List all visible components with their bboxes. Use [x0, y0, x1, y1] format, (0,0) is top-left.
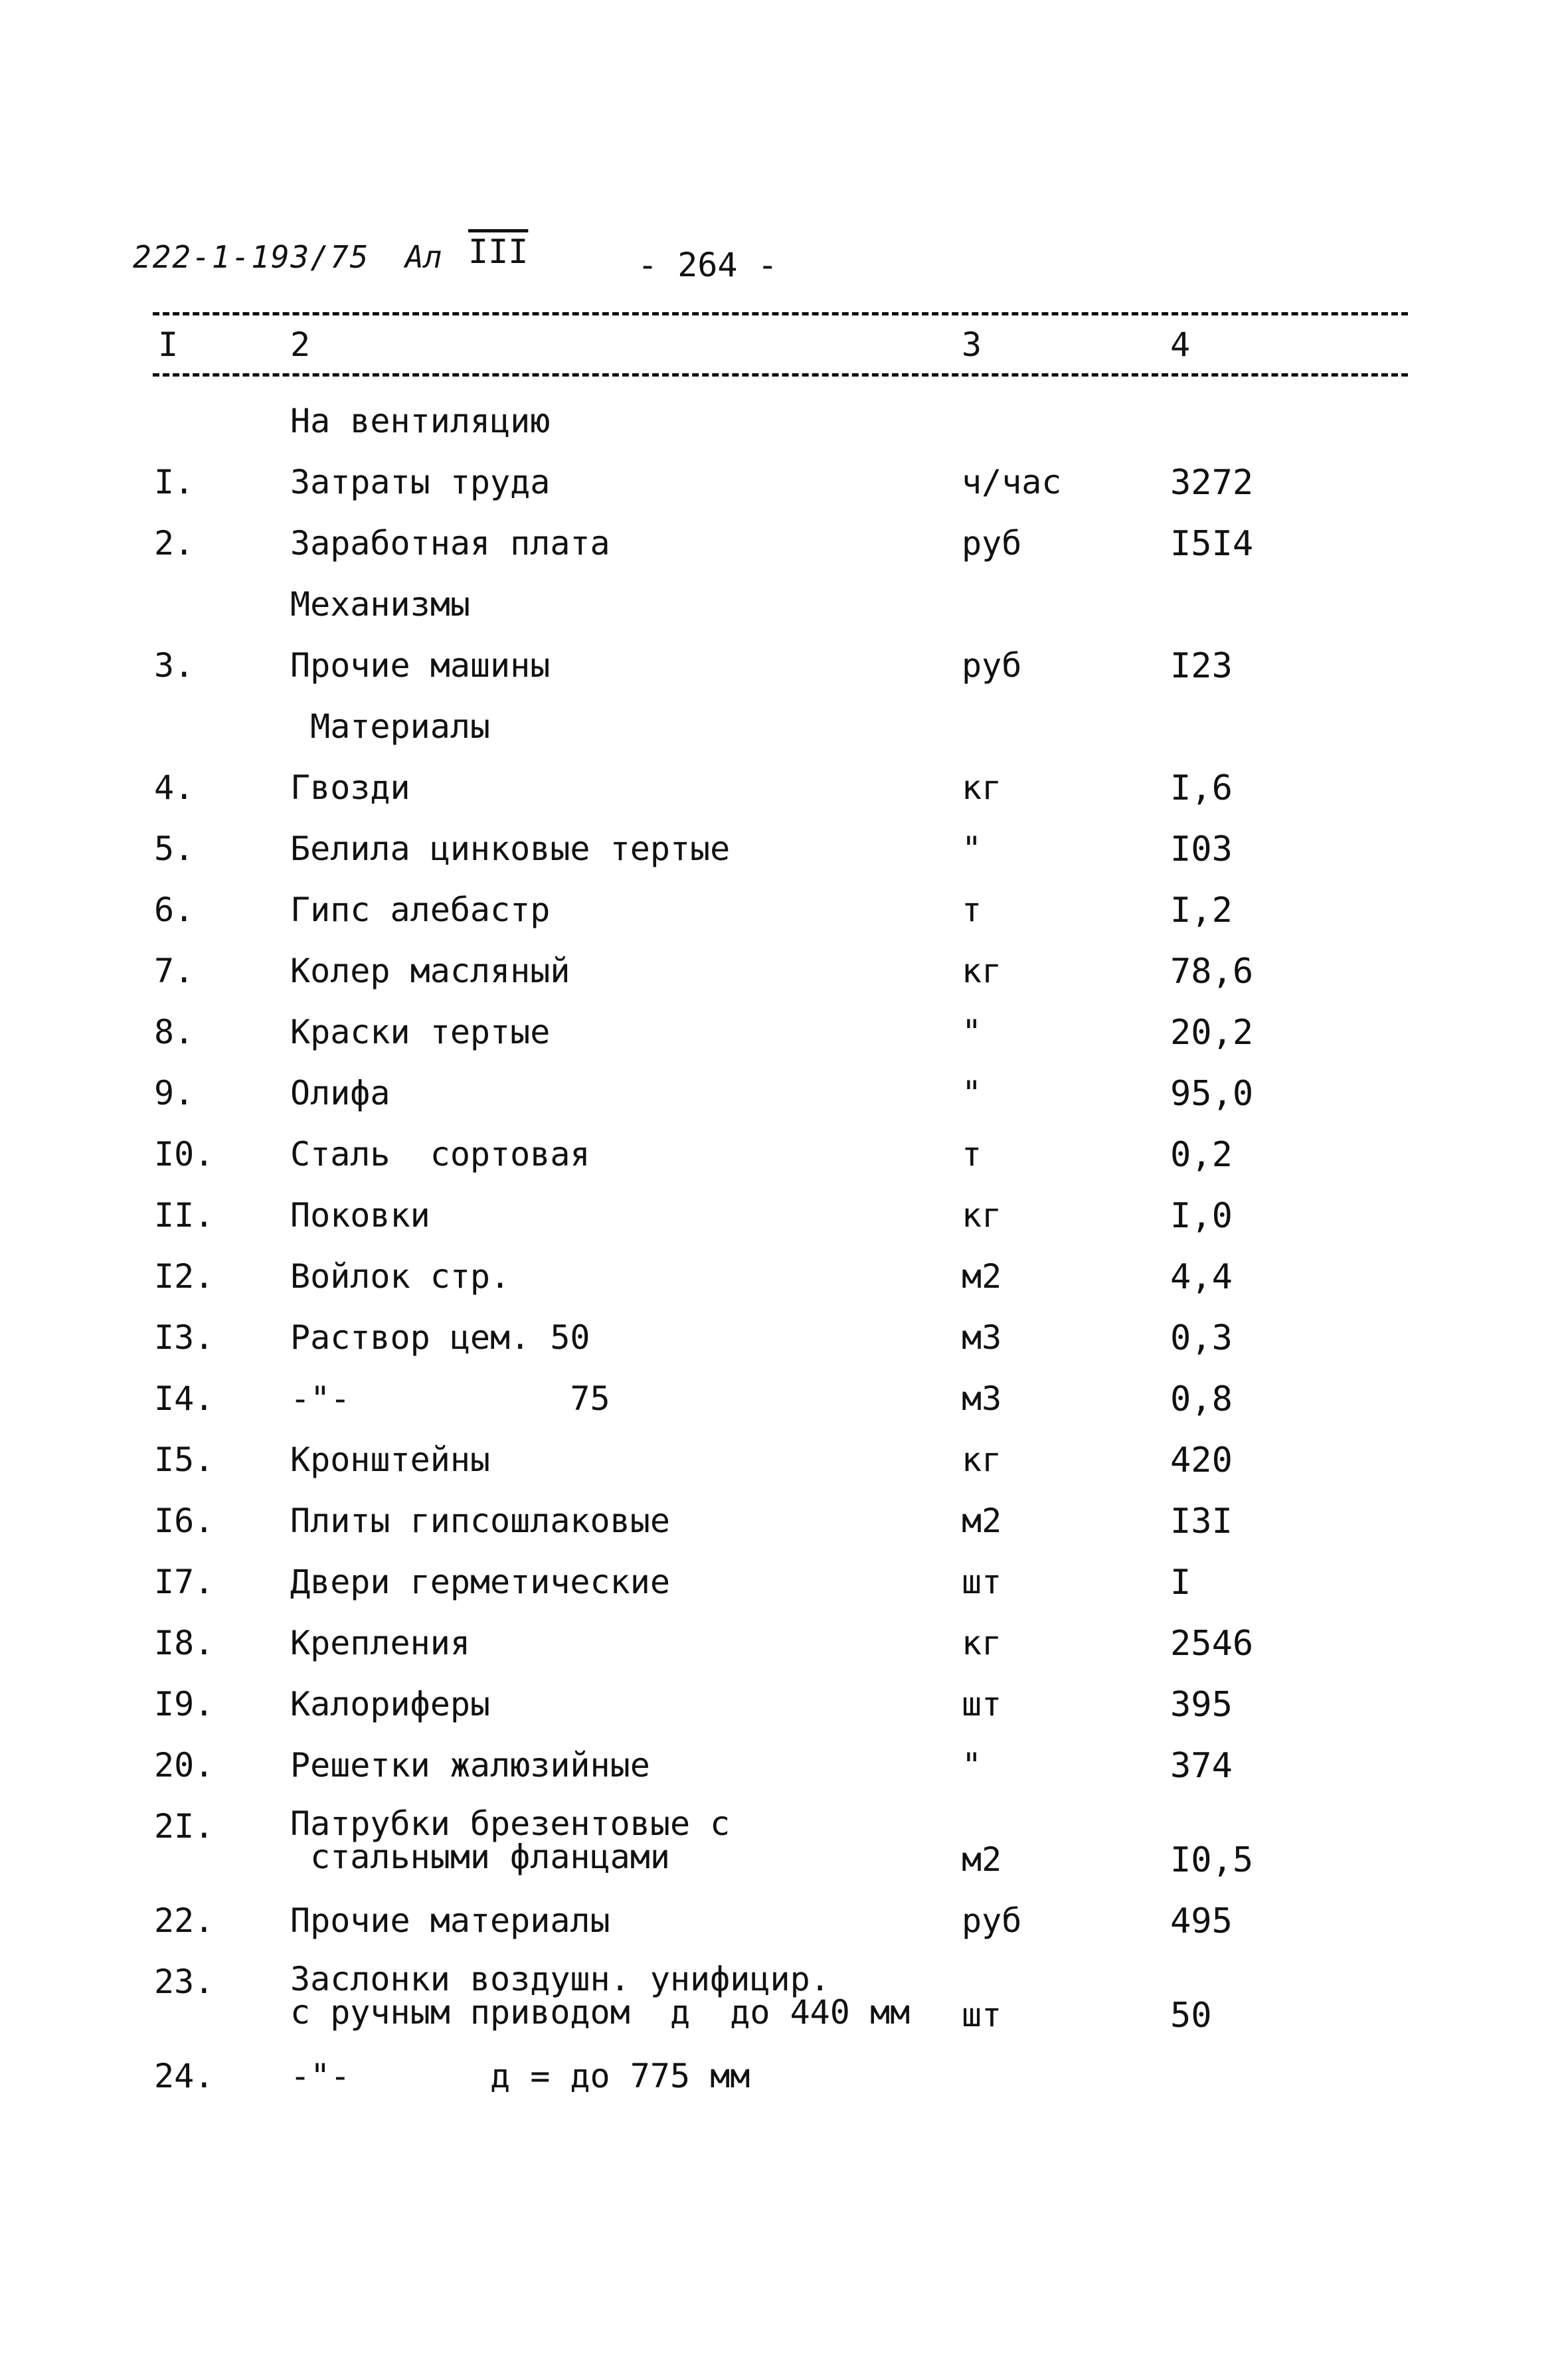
row-name: Раствор цем. 50: [290, 1318, 590, 1357]
row-name: Прочие материалы: [290, 1901, 610, 1940]
row-value: 78,6: [1170, 952, 1254, 992]
row-number: 6.: [154, 891, 195, 929]
row-value: 395: [1170, 1685, 1233, 1725]
row-name: Заработная плата: [290, 524, 610, 563]
section-heading: [0, 585, 1568, 648]
table-row: [0, 1746, 1568, 1808]
table-row: [0, 1624, 1568, 1686]
row-number: I9.: [154, 1685, 215, 1723]
row-value: 495: [1170, 1901, 1233, 1941]
row-unit: ": [962, 1013, 982, 1051]
table-row: [0, 1196, 1568, 1259]
section-heading: [0, 707, 1568, 770]
row-number: 20.: [154, 1746, 215, 1785]
table-row: [0, 1074, 1568, 1136]
row-name: Патрубки брезентовые с стальными фланцами: [290, 1804, 731, 1876]
row-unit: шт: [962, 1685, 1002, 1723]
header-divider-bottom: [153, 373, 1408, 377]
table-row: [0, 1563, 1568, 1625]
row-name: Гипс алебастр: [290, 891, 551, 929]
row-number: 9.: [154, 1074, 195, 1112]
row-number: I.: [154, 463, 195, 501]
column-header-name: 2: [290, 325, 311, 364]
table-row: [0, 1013, 1568, 1075]
table-row: [0, 891, 1568, 953]
row-value: I0,5: [1170, 1840, 1254, 1880]
album-label: Ал: [405, 239, 442, 275]
row-value: 2546: [1170, 1624, 1254, 1664]
row-unit: ": [962, 1746, 982, 1785]
row-number: 3.: [154, 646, 195, 685]
row-value: I: [1170, 1563, 1191, 1603]
section-title: На вентиляцию: [290, 402, 551, 440]
row-value: I,2: [1170, 891, 1233, 930]
row-value: 374: [1170, 1746, 1233, 1786]
row-number: II.: [154, 1196, 215, 1235]
row-value: 50: [1170, 1996, 1212, 2036]
row-unit: шт: [962, 1563, 1002, 1601]
row-number: I6.: [154, 1502, 215, 1540]
document-code: 222-1-193/75: [133, 239, 370, 275]
table-row: [0, 829, 1568, 892]
row-name: Плиты гипсошлаковые: [290, 1502, 670, 1540]
row-value: I,0: [1170, 1196, 1233, 1236]
table-row: [0, 1257, 1568, 1320]
row-value: I3I: [1170, 1502, 1233, 1541]
row-number: I2.: [154, 1257, 215, 1296]
table-row: [0, 1804, 1568, 1880]
table-row: [0, 1379, 1568, 1442]
row-unit: кг: [962, 768, 1002, 807]
row-value: 0,8: [1170, 1379, 1233, 1419]
row-value: 0,2: [1170, 1135, 1233, 1175]
row-value: 420: [1170, 1440, 1233, 1480]
row-value: 0,3: [1170, 1318, 1233, 1358]
row-value: I03: [1170, 829, 1233, 869]
row-unit: кг: [962, 1440, 1002, 1479]
row-value: I5I4: [1170, 524, 1254, 564]
row-number: 2I.: [154, 1807, 215, 1846]
row-unit: кг: [962, 1196, 1002, 1235]
table-row: [0, 463, 1568, 525]
table-row: [0, 1318, 1568, 1381]
column-header-value: 4: [1170, 325, 1191, 364]
table-row: [0, 952, 1568, 1014]
row-name: Колер масляный: [290, 952, 570, 990]
table-row: [0, 1685, 1568, 1747]
row-name: Заслонки воздушн. унифицир. с ручным приводом д до 440 мм: [290, 1960, 911, 2032]
table-row: [0, 1135, 1568, 1197]
row-unit: м2: [962, 1257, 1002, 1296]
section-title: Механизмы: [290, 585, 470, 624]
row-unit: ": [962, 829, 982, 868]
header-divider-top: [153, 312, 1408, 315]
table-row: [0, 768, 1568, 831]
row-name: Гвозди: [290, 768, 410, 807]
row-value: 95,0: [1170, 1074, 1254, 1114]
column-header-number: I: [158, 325, 179, 364]
row-name: Белила цинковые тертые: [290, 829, 731, 868]
row-unit: м2: [962, 1502, 1002, 1540]
table-row: [0, 1960, 1568, 2036]
row-unit: т: [962, 1135, 982, 1174]
row-number: I3.: [154, 1318, 215, 1357]
row-number: I0.: [154, 1135, 215, 1174]
table-row: [0, 1440, 1568, 1503]
column-header-unit: 3: [962, 325, 982, 364]
sheet-number: $\overline{III}$: [468, 232, 529, 271]
row-number: 4.: [154, 768, 195, 807]
row-name: Затраты труда: [290, 463, 551, 501]
row-name: Калориферы: [290, 1685, 491, 1723]
row-name: -"- д = до 775 мм: [290, 2057, 750, 2095]
row-value: I,6: [1170, 768, 1233, 808]
row-value: 4,4: [1170, 1257, 1233, 1297]
row-unit: ч/час: [962, 463, 1062, 501]
row-number: 7.: [154, 952, 195, 990]
row-number: I5.: [154, 1440, 215, 1479]
section-heading: [0, 402, 1568, 464]
row-unit: м3: [962, 1379, 1002, 1418]
row-name: Прочие машины: [290, 646, 551, 685]
row-number: 23.: [154, 1962, 215, 2001]
row-number: 22.: [154, 1901, 215, 1940]
row-unit: руб: [962, 524, 1022, 563]
row-number: 5.: [154, 829, 195, 868]
section-title: Материалы: [290, 707, 491, 746]
row-unit: м2: [962, 1840, 1002, 1879]
row-number: 2.: [154, 524, 195, 563]
row-name: Решетки жалюзийные: [290, 1746, 650, 1785]
row-unit: т: [962, 891, 982, 929]
row-name: Кронштейны: [290, 1440, 491, 1479]
row-name: Олифа: [290, 1074, 391, 1112]
row-name: Поковки: [290, 1196, 430, 1235]
table-row: [0, 646, 1568, 709]
row-unit: кг: [962, 1624, 1002, 1662]
row-name: Двери герметические: [290, 1563, 670, 1601]
table-row: [0, 524, 1568, 586]
row-unit: руб: [962, 1901, 1022, 1940]
row-unit: руб: [962, 646, 1022, 685]
row-unit: м3: [962, 1318, 1002, 1357]
table-row: [0, 2057, 1568, 2119]
table-row: [0, 1502, 1568, 1564]
row-value: 3272: [1170, 463, 1254, 503]
row-name: Сталь сортовая: [290, 1135, 590, 1174]
row-unit: кг: [962, 952, 1002, 990]
row-number: 8.: [154, 1013, 195, 1051]
row-name: -"- 75: [290, 1379, 610, 1418]
row-unit: шт: [962, 1996, 1002, 2034]
row-name: Крепления: [290, 1624, 470, 1662]
row-number: 24.: [154, 2057, 215, 2095]
row-value: 20,2: [1170, 1013, 1254, 1053]
row-unit: ": [962, 1074, 982, 1112]
row-value: I23: [1170, 646, 1233, 686]
page-number: - 264 -: [638, 246, 778, 284]
row-number: I4.: [154, 1379, 215, 1418]
row-number: I7.: [154, 1563, 215, 1601]
table-row: [0, 1901, 1568, 1964]
row-number: I8.: [154, 1624, 215, 1662]
row-name: Войлок стр.: [290, 1257, 511, 1296]
row-name: Краски тертые: [290, 1013, 551, 1051]
